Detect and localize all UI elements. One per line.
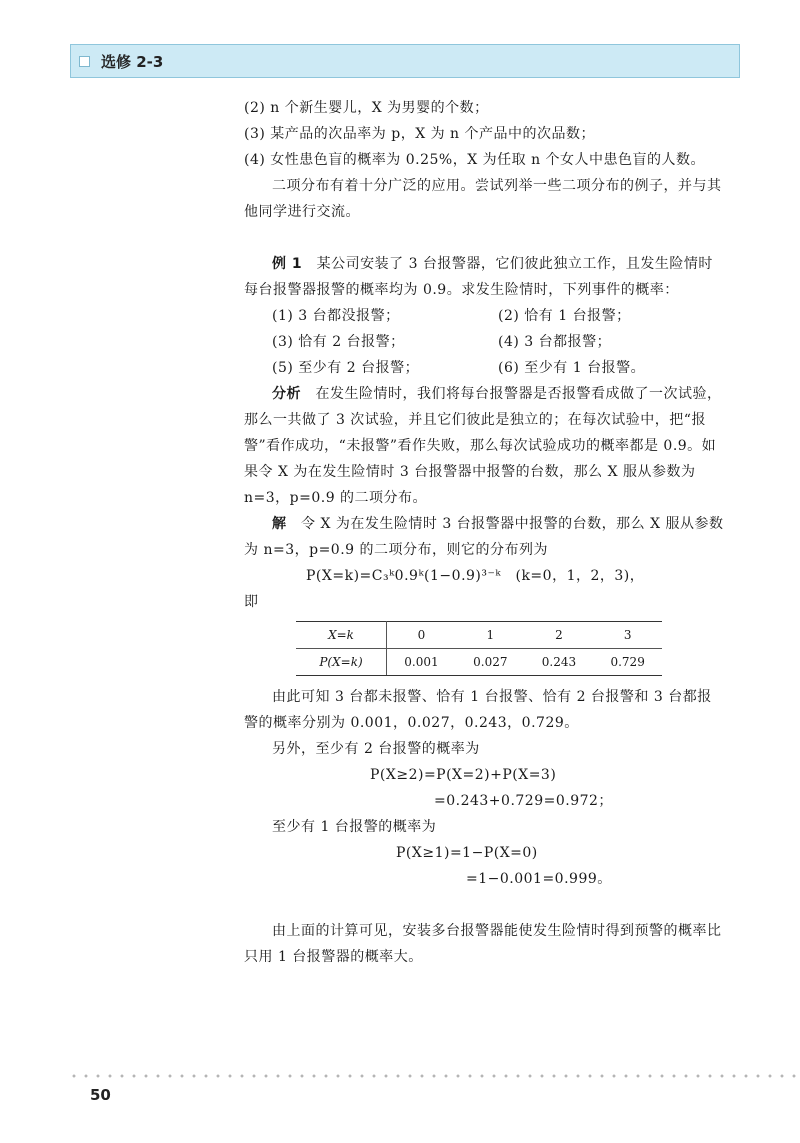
ji-text: 即: [244, 594, 259, 610]
analysis-text: 在发生险情时，我们将每台报警器是否报警看成做了一次试验，那么一共做了 3 次试验，并且它们彼此是独立的；在每次试验中，把“报警”看作成功，“未报警”看作失败，那么每次试验成功的概率都是 0.9。如果令 X 为在发生险情时 3 台报警器中报警的台数，那么 X 服从参数为 n=3，p=0.9 的二项分布。: [244, 386, 722, 506]
discussion-paragraph: 二项分布有着十分广泛的应用。尝试列举一些二项分布的例子，并与其他同学进行交流。: [244, 178, 722, 220]
example-item: (1) 3 台都没报警；: [272, 308, 400, 324]
table-row: [296, 622, 662, 649]
atleast2-formula-line1: P(X≥2)=P(X=2)+P(X=3): [370, 767, 557, 783]
atleast2-intro: 另外，至少有 2 台报警的概率为: [272, 741, 480, 757]
example-paragraph: [244, 251, 724, 303]
page-content: [244, 95, 724, 970]
header-title: 选修 2-3: [101, 53, 164, 71]
example-item: (6) 至少有 1 台报警。: [498, 360, 646, 376]
table-cell: 0.001: [387, 649, 456, 676]
intro-item: (2) n 个新生婴儿，X 为男婴的个数；: [244, 100, 489, 116]
final-paragraph: 由上面的计算可见，安装多台报警器能使发生险情时得到预警的概率比只用 1 台报警器的概率大。: [244, 923, 722, 965]
intro-item: (4) 女性患色盲的概率为 0.25%，X 为任取 n 个女人中患色盲的人数。: [244, 152, 706, 168]
table-cell: 0.243: [525, 649, 594, 676]
table-cell: 2: [525, 622, 594, 649]
distribution-table: [296, 621, 662, 676]
table-row-header: X=k: [296, 622, 387, 649]
table-cell: 0.729: [593, 649, 662, 676]
chapter-header: [70, 44, 740, 78]
table-cell: 3: [593, 622, 662, 649]
atleast1-formula-line2: =1−0.001=0.999。: [466, 871, 612, 887]
solution-label: 解: [272, 516, 287, 532]
example-label: 例 1: [272, 256, 303, 272]
distribution-formula: P(X=k)=C₃ᵏ0.9ᵏ(1−0.9)³⁻ᵏ (k=0，1，2，3)，: [306, 568, 645, 584]
solution-paragraph: [244, 511, 724, 563]
atleast2-formula-line2: =0.243+0.729=0.972；: [434, 793, 613, 809]
example-item: (2) 恰有 1 台报警；: [498, 308, 631, 324]
conclusion-paragraph: 由此可知 3 台都未报警、恰有 1 台报警、恰有 2 台报警和 3 台都报警的概率分别为 0.001，0.027，0.243，0.729。: [244, 689, 712, 731]
example-item: (5) 至少有 2 台报警；: [272, 360, 420, 376]
header-square-icon: [79, 56, 90, 67]
example-items-row: [244, 303, 724, 329]
atleast1-formula-line1: P(X≥1)=1−P(X=0): [396, 845, 538, 861]
analysis-label: 分析: [272, 386, 301, 402]
example-item: (3) 恰有 2 台报警；: [272, 334, 405, 350]
example-items-row: [244, 355, 724, 381]
solution-text: 令 X 为在发生险情时 3 台报警器中报警的台数，那么 X 服从参数为 n=3，p=0.9 的二项分布，则它的分布列为: [244, 516, 724, 558]
table-cell: 1: [456, 622, 525, 649]
table-row-header: P(X=k): [296, 649, 387, 676]
example-text: 某公司安装了 3 台报警器，它们彼此独立工作，且发生险情时每台报警器报警的概率均为 0.9。求发生险情时，下列事件的概率：: [244, 256, 713, 298]
table-row: [296, 649, 662, 676]
example-items-row: [244, 329, 724, 355]
atleast1-intro: 至少有 1 台报警的概率为: [272, 819, 437, 835]
table-cell: 0: [387, 622, 456, 649]
analysis-paragraph: [244, 381, 724, 511]
example-item: (4) 3 台都报警；: [498, 334, 612, 350]
page-number: 50: [90, 1086, 111, 1104]
table-cell: 0.027: [456, 649, 525, 676]
footer-dotted-line: [68, 1074, 800, 1078]
intro-item: (3) 某产品的次品率为 p，X 为 n 个产品中的次品数；: [244, 126, 596, 142]
